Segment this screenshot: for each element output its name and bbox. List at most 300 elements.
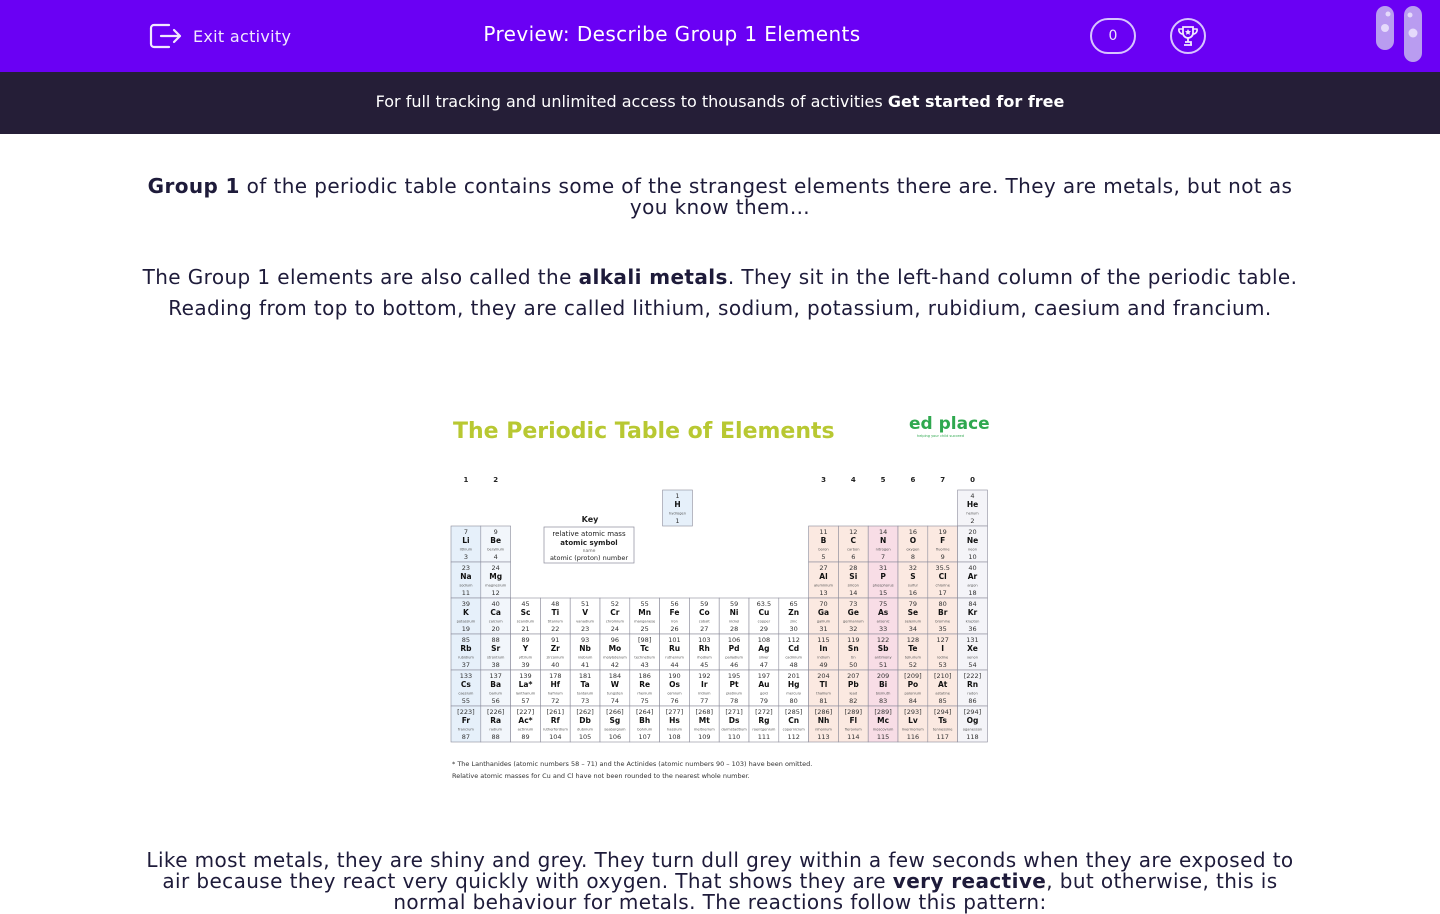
element-number: 109	[698, 733, 711, 741]
element-number: 112	[787, 733, 800, 741]
element-mass: 48	[551, 600, 560, 608]
element-mass: 70	[819, 600, 828, 608]
element-symbol: Cn	[788, 716, 800, 725]
element-name: bismuth	[875, 691, 891, 696]
element-mass: 201	[787, 672, 800, 680]
element-mass: [222]	[963, 672, 982, 680]
element-number: 41	[580, 661, 590, 669]
element-cell	[719, 670, 749, 706]
element-cell	[540, 706, 570, 742]
element-name: chromium	[605, 619, 624, 624]
alkali-bold: alkali metals	[578, 265, 728, 289]
element-name: iridium	[698, 691, 711, 696]
element-symbol: C	[850, 536, 857, 545]
element-cell	[570, 634, 600, 670]
element-cell	[898, 526, 928, 562]
element-mass: 27	[819, 564, 828, 572]
element-number: 52	[908, 661, 918, 669]
element-number: 42	[610, 661, 620, 669]
element-cell	[540, 598, 570, 634]
element-mass: 79	[908, 600, 918, 608]
element-name: arsenic	[876, 619, 890, 624]
element-name: palladium	[725, 655, 743, 660]
element-symbol: H	[674, 500, 681, 509]
element-name: moscovium	[872, 727, 894, 732]
element-number: 72	[551, 697, 560, 705]
element-symbol: Ti	[551, 608, 560, 617]
element-symbol: Lv	[908, 716, 918, 725]
element-number: 18	[968, 589, 977, 597]
alkali-text-b: . They sit in the left-hand column of the periodic table. Reading from top to bottom, they are called lithium, sodium, potassium, rubidium, caesium and francium.	[168, 265, 1298, 320]
element-number: 115	[876, 733, 890, 741]
element-cell	[749, 706, 779, 742]
element-mass: 88	[491, 636, 500, 644]
element-cell	[898, 598, 928, 634]
element-cell	[660, 598, 690, 634]
element-mass: [262]	[576, 708, 594, 716]
get-started-link[interactable]: Get started for free	[887, 92, 1065, 111]
element-name: gallium	[816, 619, 831, 624]
element-number: 38	[491, 661, 500, 669]
element-symbol: Ac*	[518, 716, 533, 725]
periodic-table-figure	[420, 404, 1000, 804]
element-mass: [209]	[904, 672, 922, 680]
element-cell	[451, 670, 481, 706]
element-cell	[451, 634, 481, 670]
element-name: technetium	[634, 655, 655, 660]
element-symbol: At	[938, 680, 948, 689]
element-mass: 192	[698, 672, 711, 680]
element-name: helium	[966, 511, 979, 516]
element-symbol: S	[910, 572, 916, 581]
element-number: 34	[908, 625, 918, 633]
element-number: 26	[670, 625, 679, 633]
element-name: chlorine	[935, 583, 950, 588]
element-symbol: Au	[758, 680, 770, 689]
element-symbol: In	[819, 644, 828, 653]
element-mass: 73	[849, 600, 858, 608]
element-cell	[868, 562, 898, 598]
element-mass: [261]	[546, 708, 565, 716]
group-label: 4	[850, 476, 856, 484]
element-cell	[779, 706, 809, 742]
element-cell	[928, 634, 958, 670]
element-symbol: V	[582, 608, 589, 617]
element-number: 7	[881, 553, 886, 561]
element-number: 47	[759, 661, 769, 669]
element-cell	[838, 598, 868, 634]
element-name: strontium	[487, 655, 505, 660]
element-symbol: Sb	[877, 644, 889, 653]
element-symbol: Al	[819, 572, 828, 581]
element-cell	[689, 634, 719, 670]
group-label: 5	[880, 476, 886, 484]
element-mass: 55	[640, 600, 649, 608]
element-symbol: Sc	[520, 608, 531, 617]
element-mass: [210]	[933, 672, 952, 680]
alkali-text-a: The Group 1 elements are also called the	[142, 265, 579, 289]
element-mass: [293]	[904, 708, 922, 716]
element-number: 53	[938, 661, 947, 669]
element-cell	[630, 598, 660, 634]
element-name: magnesium	[485, 583, 507, 588]
periodic-table-title: The Periodic Table of Elements	[453, 419, 835, 444]
element-name: hydrogen	[668, 511, 687, 516]
element-number: 118	[966, 733, 979, 741]
element-mass: 80	[938, 600, 947, 608]
element-symbol: Br	[937, 608, 948, 617]
element-cell	[600, 634, 630, 670]
element-number: 88	[491, 733, 500, 741]
element-cell	[928, 670, 958, 706]
key-mass: relative atomic mass	[552, 530, 626, 538]
element-symbol: Re	[639, 680, 651, 689]
element-name: antimony	[874, 655, 892, 660]
element-name: selenium	[904, 619, 922, 624]
element-mass: [289]	[844, 708, 863, 716]
element-mass: 35.5	[935, 564, 950, 572]
element-symbol: Pt	[729, 680, 739, 689]
element-symbol: Ds	[728, 716, 740, 725]
element-name: nitrogen	[875, 547, 891, 552]
element-symbol: Bh	[639, 716, 651, 725]
key-number: atomic (proton) number	[549, 554, 629, 562]
element-name: iodine	[937, 655, 949, 660]
element-name: darmstadtium	[721, 727, 747, 732]
element-name: cobalt	[698, 619, 710, 624]
element-number: 6	[851, 553, 856, 561]
element-mass: 108	[757, 636, 771, 644]
element-mass: 19	[938, 528, 947, 536]
element-cell	[451, 598, 481, 634]
element-name: copper	[757, 619, 771, 624]
element-name: oxygen	[906, 547, 920, 552]
element-number: 39	[521, 661, 530, 669]
element-number: 57	[521, 697, 530, 705]
element-mass: [226]	[486, 708, 505, 716]
element-number: 33	[878, 625, 888, 633]
element-cell	[868, 670, 898, 706]
element-name: krypton	[965, 619, 980, 624]
element-number: 25	[640, 625, 649, 633]
element-number: 104	[549, 733, 562, 741]
element-name: zirconium	[546, 655, 565, 660]
element-symbol: Nb	[579, 644, 591, 653]
element-cell	[958, 634, 988, 670]
element-mass: 31	[878, 564, 888, 572]
element-cell	[868, 706, 898, 742]
group-label: 3	[821, 476, 826, 484]
element-name: flerovium	[844, 727, 862, 732]
element-name: molybdenum	[603, 655, 627, 660]
element-symbol: Cr	[610, 608, 620, 617]
element-number: 108	[668, 733, 681, 741]
element-cell	[451, 562, 481, 598]
element-cell	[540, 634, 570, 670]
page-title: Preview: Describe Group 1 Elements	[483, 22, 861, 46]
element-name: osmium	[667, 691, 682, 696]
element-cell	[809, 670, 839, 706]
element-cell	[481, 562, 511, 598]
trophy-button[interactable]	[1170, 18, 1206, 54]
element-cell	[868, 598, 898, 634]
element-cell	[630, 670, 660, 706]
periodic-table-image	[420, 404, 1000, 804]
element-number: 56	[491, 697, 500, 705]
element-cell	[779, 670, 809, 706]
element-symbol: As	[877, 608, 889, 617]
element-mass: 24	[491, 564, 500, 572]
element-cell	[958, 562, 988, 598]
element-mass: 101	[668, 636, 681, 644]
element-number: 40	[551, 661, 560, 669]
element-name: potassium	[456, 619, 476, 624]
element-number: 14	[849, 589, 858, 597]
element-symbol: Ts	[938, 716, 947, 725]
element-symbol: Cu	[758, 608, 770, 617]
element-name: neon	[968, 547, 977, 552]
element-name: radium	[489, 727, 503, 732]
intro-text: of the periodic table contains some of the strangest elements there are. They are metals, but not as you know them…	[239, 174, 1293, 219]
element-symbol: Cd	[788, 644, 800, 653]
element-symbol: Tc	[640, 644, 649, 653]
element-mass: 184	[608, 672, 622, 680]
key-box	[544, 515, 634, 563]
element-cell	[838, 670, 868, 706]
element-number: 29	[759, 625, 769, 633]
element-mass: 106	[727, 636, 741, 644]
element-cell	[630, 706, 660, 742]
element-name: nihonium	[815, 727, 832, 732]
element-cell	[928, 706, 958, 742]
element-cell	[809, 526, 839, 562]
element-mass: 32	[908, 564, 918, 572]
element-number: 24	[610, 625, 620, 633]
element-mass: 51	[580, 600, 590, 608]
element-symbol: Ge	[847, 608, 859, 617]
element-name: argon	[967, 583, 978, 588]
element-number: 2	[970, 517, 975, 525]
element-symbol: Cs	[460, 680, 471, 689]
element-name: caesium	[458, 691, 474, 696]
element-name: iron	[671, 619, 678, 624]
group-label: 7	[940, 476, 946, 484]
key-symbol: atomic symbol	[560, 539, 618, 547]
element-symbol: Mg	[489, 572, 503, 581]
element-symbol: Ru	[668, 644, 681, 653]
element-name: astatine	[935, 691, 950, 696]
element-symbol: Co	[698, 608, 710, 617]
element-name: germanium	[842, 619, 864, 624]
key-heading: Key	[581, 515, 599, 524]
element-cell	[689, 706, 719, 742]
element-cell	[838, 634, 868, 670]
element-number: 20	[491, 625, 500, 633]
element-mass: 40	[491, 600, 500, 608]
element-mass: 96	[610, 636, 620, 644]
element-number: 84	[908, 697, 918, 705]
element-number: 43	[640, 661, 649, 669]
element-symbol: Cl	[938, 572, 947, 581]
element-mass: 186	[638, 672, 651, 680]
element-number: 12	[491, 589, 500, 597]
element-name: tellurium	[904, 655, 921, 660]
element-mass: 28	[849, 564, 858, 572]
element-number: 85	[938, 697, 947, 705]
element-name: meitnerium	[693, 727, 715, 732]
element-name: tennessine	[932, 727, 953, 732]
reactivity-text-a: Like most metals, they are shiny and grey. They turn dull grey within a few seconds when they are exposed to air because they react very quickly with oxygen. That shows they are	[146, 848, 1294, 893]
element-cell	[958, 598, 988, 634]
element-name: hafnium	[547, 691, 563, 696]
element-name: lead	[849, 691, 858, 696]
element-name: ruthenium	[665, 655, 684, 660]
element-name: zinc	[790, 619, 798, 624]
element-number: 80	[789, 697, 798, 705]
element-symbol: Tl	[819, 680, 828, 689]
element-number: 114	[847, 733, 860, 741]
element-name: calcium	[488, 619, 503, 624]
element-mass: 7	[463, 528, 468, 536]
element-symbol: Se	[907, 608, 919, 617]
element-number: 46	[729, 661, 739, 669]
element-mass: 45	[521, 600, 530, 608]
element-mass: [271]	[725, 708, 743, 716]
element-number: 50	[849, 661, 858, 669]
element-number: 113	[817, 733, 830, 741]
element-number: 1	[675, 517, 680, 525]
element-symbol: Pd	[728, 644, 740, 653]
element-number: 116	[906, 733, 920, 741]
element-cell	[779, 634, 809, 670]
exit-activity-label: Exit activity	[193, 26, 292, 46]
element-mass: 207	[847, 672, 860, 680]
element-symbol: Nh	[817, 716, 830, 725]
element-symbol: La*	[518, 680, 533, 689]
element-mass: 128	[906, 636, 920, 644]
element-name: carbon	[847, 547, 860, 552]
element-number: 13	[819, 589, 828, 597]
element-name: titanium	[547, 619, 563, 624]
element-number: 9	[940, 553, 945, 561]
element-mass: [286]	[814, 708, 833, 716]
element-symbol: Kr	[967, 608, 978, 617]
element-name: yttrium	[518, 655, 533, 660]
element-symbol: He	[966, 500, 979, 509]
element-cell	[570, 706, 600, 742]
element-cell	[809, 634, 839, 670]
element-name: rhenium	[637, 691, 653, 696]
element-name: platinum	[726, 691, 743, 696]
element-cell	[898, 706, 928, 742]
element-symbol: Ni	[729, 608, 739, 617]
element-cell	[958, 490, 988, 526]
element-mass: [277]	[665, 708, 684, 716]
element-name: oganesson	[962, 727, 983, 732]
element-number: 21	[521, 625, 530, 633]
element-mass: 11	[819, 528, 828, 536]
element-mass: 59	[700, 600, 709, 608]
element-cell	[511, 634, 541, 670]
element-name: mercury	[786, 691, 802, 696]
element-symbol: Fr	[461, 716, 471, 725]
element-name: tungsten	[606, 691, 623, 696]
element-cell	[838, 526, 868, 562]
element-mass: 209	[876, 672, 890, 680]
element-mass: [294]	[933, 708, 952, 716]
element-number: 76	[670, 697, 679, 705]
element-number: 79	[759, 697, 769, 705]
element-symbol: Ta	[580, 680, 590, 689]
element-cell	[600, 670, 630, 706]
element-cell	[451, 706, 481, 742]
element-cell	[511, 706, 541, 742]
element-cell	[511, 670, 541, 706]
element-symbol: Mc	[877, 716, 890, 725]
element-name: radon	[967, 691, 978, 696]
edplace-tagline: helping your child succeed	[917, 434, 964, 438]
element-name: beryllium	[487, 547, 505, 552]
element-mass: 4	[970, 492, 975, 500]
element-name: rhodium	[696, 655, 712, 660]
element-symbol: Sg	[609, 716, 621, 725]
element-name: gold	[760, 691, 768, 696]
element-cell	[481, 598, 511, 634]
score-badge: 0	[1090, 18, 1136, 54]
element-cell	[451, 526, 481, 562]
intro-bold: Group 1	[147, 174, 240, 198]
element-symbol: B	[820, 536, 827, 545]
key-name: name	[582, 549, 596, 554]
element-number: 35	[938, 625, 947, 633]
element-name: sulfur	[907, 583, 918, 588]
element-name: vanadium	[576, 619, 595, 624]
element-symbol: Sr	[491, 644, 501, 653]
element-number: 105	[578, 733, 592, 741]
element-symbol: Sn	[847, 644, 859, 653]
element-name: tin	[850, 655, 856, 660]
element-mass: [266]	[606, 708, 624, 716]
element-symbol: Rn	[966, 680, 979, 689]
element-symbol: Mn	[638, 608, 652, 617]
element-symbol: Rb	[460, 644, 472, 653]
element-cell	[719, 634, 749, 670]
element-cell	[689, 670, 719, 706]
element-name: manganese	[634, 619, 656, 624]
element-cell	[928, 526, 958, 562]
element-name: niobium	[577, 655, 593, 660]
element-number: 31	[819, 625, 828, 633]
element-mass: [98]	[638, 636, 652, 644]
element-mass: 181	[578, 672, 592, 680]
element-mass: [272]	[755, 708, 773, 716]
element-symbol: Mt	[698, 716, 710, 725]
element-cell	[570, 598, 600, 634]
element-symbol: Si	[849, 572, 858, 581]
element-mass: 197	[757, 672, 771, 680]
element-cell	[663, 490, 693, 526]
element-number: 27	[700, 625, 709, 633]
element-number: 28	[729, 625, 739, 633]
element-number: 8	[910, 553, 915, 561]
element-number: 77	[700, 697, 709, 705]
element-name: lithium	[459, 547, 473, 552]
element-number: 49	[819, 661, 828, 669]
element-mass: 195	[727, 672, 741, 680]
element-symbol: Fl	[849, 716, 858, 725]
element-cell	[809, 598, 839, 634]
element-number: 45	[700, 661, 709, 669]
